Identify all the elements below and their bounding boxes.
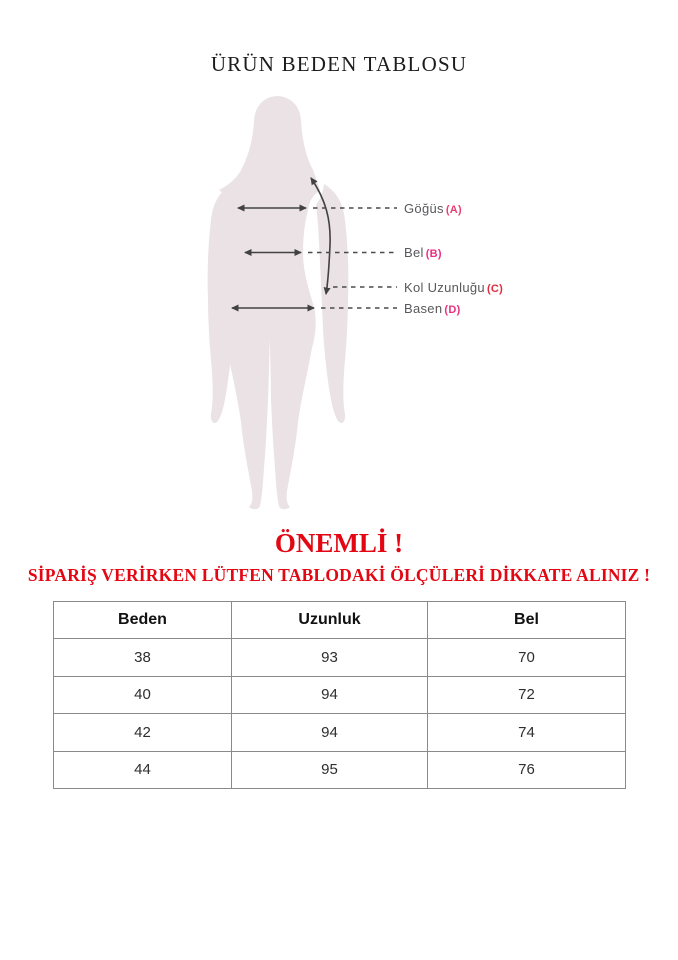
cell-bel: 70 [428,639,626,677]
table-row [54,714,626,752]
cell-bel: 74 [428,714,626,752]
arm-length-label-code: (C) [486,283,504,295]
cell-uzunluk: 93 [232,639,428,677]
cell-beden: 44 [54,751,232,789]
right-arm-silhouette [316,184,348,423]
hip-label-code: (D) [444,304,461,316]
table-row [54,676,626,714]
arm-length-label-text: Kol Uzunluğu [404,280,485,295]
waist-label-text: Bel [404,245,424,260]
cell-bel: 76 [428,751,626,789]
hip-label-text: Basen [404,301,443,316]
important-subheading: SİPARİŞ VERİRKEN LÜTFEN TABLODAKİ ÖLÇÜLERİ DİKKATE ALINIZ ! [27,565,651,585]
size-table [53,601,626,789]
table-row [54,751,626,789]
header-bel: Bel [428,602,626,639]
cell-uzunluk: 95 [232,751,428,789]
chest-measurement-label [404,201,462,216]
cell-uzunluk: 94 [232,676,428,714]
header-uzunluk: Uzunluk [232,602,428,639]
cell-beden: 42 [54,714,232,752]
chest-label-text: Göğüs [404,201,444,216]
hip-measurement-label [404,301,461,316]
page-title: ÜRÜN BEDEN TABLOSU [210,52,468,76]
cell-beden: 38 [54,639,232,677]
waist-measurement-label [404,245,442,260]
waist-label-code: (B) [425,248,442,260]
cell-beden: 40 [54,676,232,714]
cell-uzunluk: 94 [232,714,428,752]
arm-length-measurement-label [404,280,503,295]
size-table-header-row [54,602,626,639]
header-beden: Beden [54,602,232,639]
cell-bel: 72 [428,676,626,714]
chest-label-code: (A) [445,204,462,216]
important-heading: ÖNEMLİ ! [274,528,404,558]
table-row [54,639,626,677]
